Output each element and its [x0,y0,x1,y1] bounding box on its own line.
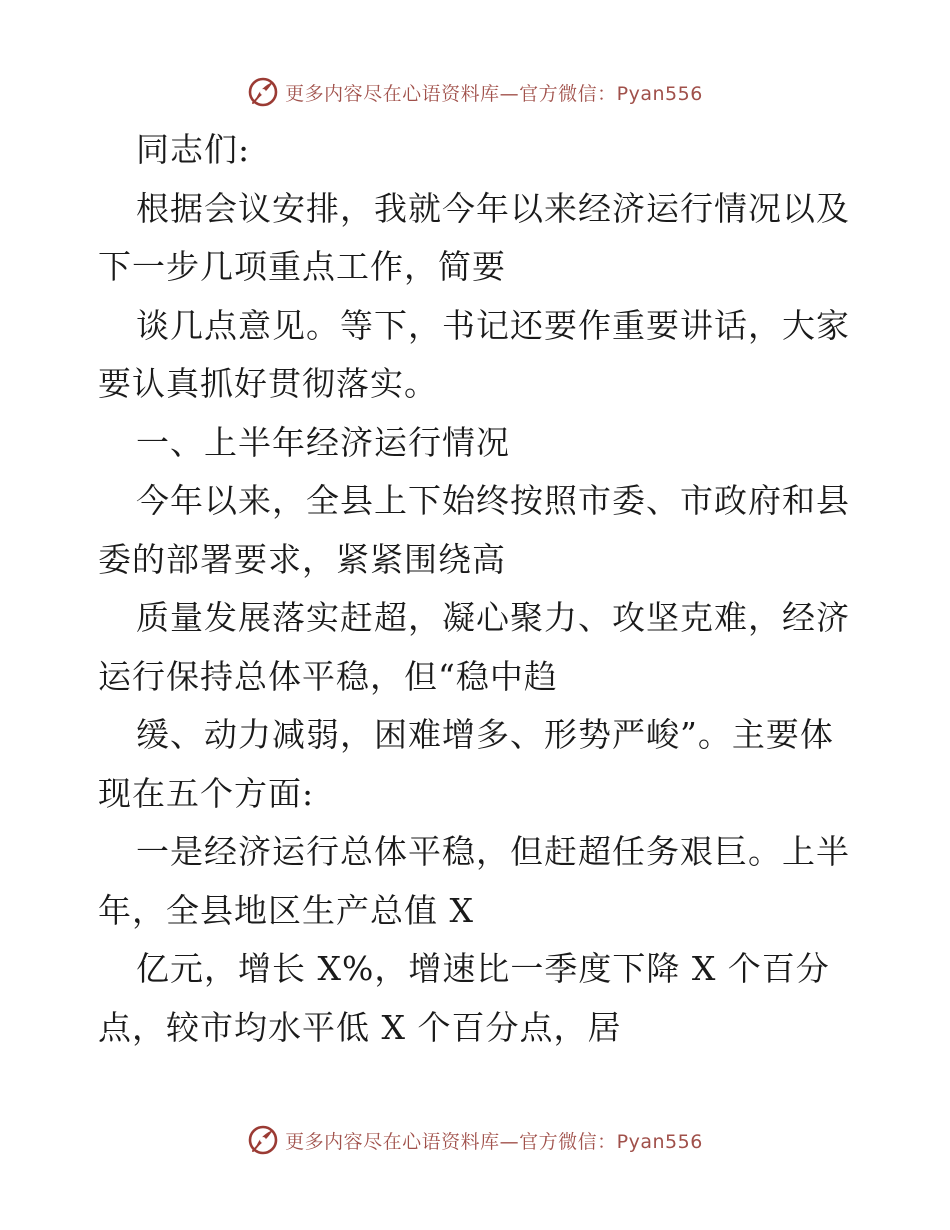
paragraph-line: 年，全县地区生产总值 X [98,890,474,930]
paragraph-line: 运行保持总体平稳，但“稳中趋 [98,656,558,696]
paragraph-line: 根据会议安排，我就今年以来经济运行情况以及 [136,188,850,228]
paragraph-line: 现在五个方面: [98,773,315,813]
header-watermark [0,72,950,112]
paragraph-line: 下一步几项重点工作，简要 [98,247,506,286]
feather-pen-logo-icon [247,76,279,108]
feather-pen-logo-icon [247,1124,279,1156]
paragraph-line: 谈几点意见。等下，书记还要作重要讲话，大家 [136,305,850,345]
document-body [98,121,858,1057]
footer-watermark [0,1120,950,1160]
paragraph-line: 亿元，增长 X%，增速比一季度下降 X 个百分 [136,949,830,988]
paragraph-line: 同志们: [136,130,251,169]
paragraph-line: 委的部署要求，紧紧围绕高 [98,539,506,579]
watermark-text: 更多内容尽在心语资料库—官方微信：Pyan556 [285,1130,703,1153]
paragraph-line: 一是经济运行总体平稳，但赶超任务艰巨。上半 [136,832,850,871]
section-heading: 一、上半年经济运行情况 [136,422,510,462]
paragraph-line: 质量发展落实赶超，凝心聚力、攻坚克难，经济 [136,598,850,637]
paragraph-line: 要认真抓好贯彻落实。 [98,364,438,403]
paragraph-line: 今年以来，全县上下始终按照市委、市政府和县 [136,481,850,520]
watermark-text: 更多内容尽在心语资料库—官方微信：Pyan556 [285,82,703,105]
paragraph-line: 点，较市均水平低 X 个百分点，居 [98,1007,622,1047]
paragraph-line: 缓、动力减弱，困难增多、形势严峻”。主要体 [136,715,834,754]
